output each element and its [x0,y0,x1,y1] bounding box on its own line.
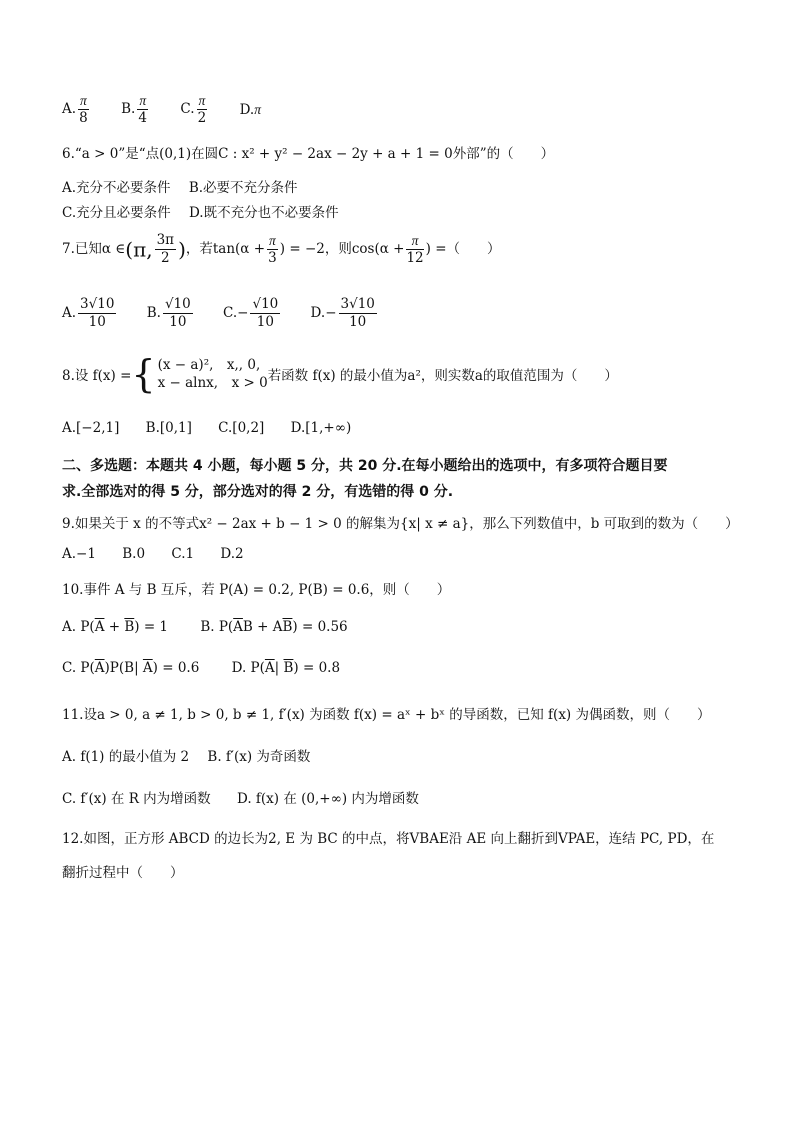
q11-options-row1 [62,745,310,765]
q10-option-a[interactable]: A. $P(\overline{A} + \overline{B}) = 1$ [62,619,169,635]
q6-options-row2 [62,201,339,221]
q11-stem: 11.设a > 0, a ≠ 1, b > 0, b ≠ 1, f′(x) 为函数 f(x) = aˣ + bˣ 的导函数，已知 f(x) 为偶函数，则（ ） [62,707,711,723]
q8-option-b[interactable]: B.[0,1] [145,420,192,436]
q6-option-d[interactable]: D.既不充分也不必要条件 [188,205,339,221]
q6-option-b[interactable]: B.必要不充分条件 [188,180,298,196]
q12-stem-line1: 12.如图，正方形 ABCD 的边长为2, E 为 BC 的中点，将VBAE沿 AE 向上翻折到VPAE，连结 PC, PD，在 [62,831,715,847]
q11-option-d[interactable]: D. f(x) 在 (0,+∞) 内为增函数 [236,791,419,807]
q11-option-a[interactable]: A. f(1) 的最小值为 2 [62,749,190,765]
q8-options [62,420,351,436]
q6-stem: 6.“a > 0”是“点(0,1)在圆C : x² + y² − 2ax − 2y + a + 1 = 0外部”的（ ） [62,146,555,162]
q6-option-a[interactable]: A.充分不必要条件 [62,180,171,196]
q9-option-a[interactable]: A.−1 [62,546,96,562]
q6-options-row1 [62,176,298,196]
q7-option-c[interactable]: C.− $\frac{√10}{10}$ [223,296,279,330]
q5-option-a[interactable]: A. $\frac{\pi}{8}$ [62,93,88,126]
q5-option-d[interactable]: D.π [239,101,261,118]
q10-options-row2 [62,660,340,676]
q12-stem-line2: 翻折过程中（ ） [62,865,184,881]
q5-option-c[interactable]: C. $\frac{\pi}{2}$ [180,93,207,126]
q8-option-d[interactable]: D.[1,+∞) [290,420,352,436]
q11-options-row2 [62,787,419,807]
q8-option-c[interactable]: C.[0,2] [218,420,265,436]
piecewise-brace: { [131,352,156,396]
piecewise-cases: (x − a)², x,, 0, x − alnx, x > 0 [157,357,268,391]
q10-stem: 10.事件 A 与 B 互斥，若 P(A) = 0.2, P(B) = 0.6，则（ ） [62,582,451,598]
q10-options-row1 [62,619,348,635]
q10-option-b[interactable]: B. $P(\overline{A}B + A\overline{B}) = 0.56$ [200,619,348,635]
q11-option-c[interactable]: C. f′(x) 在 R 内为增函数 [62,791,211,807]
section2-heading-line2: 求.全部选对的得 5 分，部分选对的得 2 分，有选错的得 0 分. [62,484,454,500]
q9-option-b[interactable]: B.0 [122,546,146,562]
q10-option-d[interactable]: D. $P(\overline{A}|$ $\overline{B}) = 0.8$ [231,660,341,676]
q7-option-a[interactable]: A. $\frac{3√10}{10}$ [62,296,115,330]
q5-options [62,92,287,127]
q11-option-b[interactable]: B. f′(x) 为奇函数 [207,749,311,765]
q9-stem: 9.如果关于 x 的不等式x² − 2ax + b − 1 > 0 的解集为{x| x ≠ a}，那么下列数值中，b 可取到的数为（ ） [62,516,739,532]
q7-option-b[interactable]: B. $\frac{√10}{10}$ [146,296,191,330]
q7-stem: 7.已知α ∈(π, $\frac{3\pi}{2}$ )，若tan(α + $\frac{\pi}{3}$ ) = −2，则cos(α + $\frac{\pi}{12}$ ) =（ ） [62,232,501,266]
q7-option-d[interactable]: D.− $\frac{3√10}{10}$ [310,296,375,330]
q9-options [62,546,244,562]
q8-stem: 8.设 f(x) ={ (x − a)², x,, 0, x − alnx, x > 0 若函数 f(x) 的最小值为a²，则实数a的取值范围为（ ） [62,352,618,396]
q6-option-c[interactable]: C.充分且必要条件 [62,205,171,221]
q5-option-b[interactable]: B. $\frac{\pi}{4}$ [121,93,147,126]
q8-option-a[interactable]: A.[−2,1] [62,420,120,436]
q9-option-d[interactable]: D.2 [220,546,244,562]
q9-option-c[interactable]: C.1 [171,546,195,562]
section2-heading-line1: 二、多选题：本题共 4 小题，每小题 5 分，共 20 分.在每小题给出的选项中，有多项符合题目要 [62,458,668,474]
q10-option-c[interactable]: C. $P(\overline{A})P(B|$ $\overline{A}) = 0.6$ [62,660,200,676]
q7-options [62,296,405,331]
